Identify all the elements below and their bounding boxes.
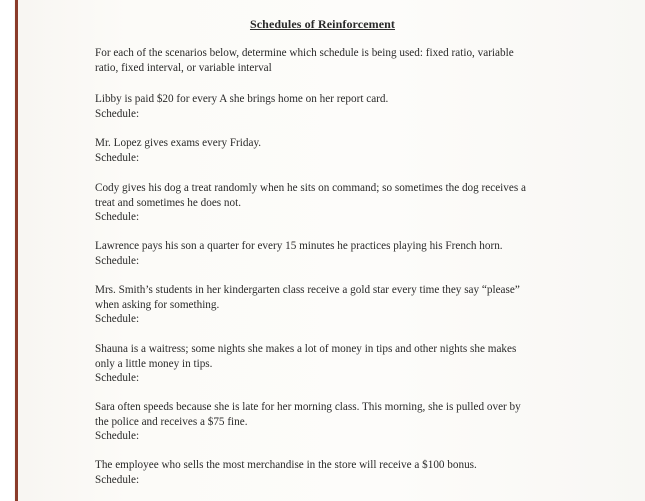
schedule-label: Schedule: [95, 430, 140, 442]
scenario-6 [95, 342, 565, 386]
scenario-text: the police and receives a $75 fine. [95, 415, 248, 428]
scenario-text: Libby is paid $20 for every A she brings home on her report card. [95, 93, 389, 105]
scenario-text: Mr. Lopez gives exams every Friday. [95, 137, 262, 149]
scenario-4 [95, 239, 565, 268]
schedule-label: Schedule: [95, 107, 140, 120]
scenario-2 [95, 136, 565, 165]
schedule-label: Schedule: [95, 313, 140, 325]
scenario-text: when asking for something. [95, 298, 220, 311]
scenario-text: Lawrence pays his son a quarter for every 15 minutes he practices playing his French horn. [95, 240, 503, 252]
schedule-label: Schedule: [95, 254, 140, 267]
instructions [95, 46, 565, 75]
scenario-text: The employee who sells the most merchandise in the store will receive a $100 bonus. [95, 459, 477, 471]
scenario-text: treat and sometimes he does not. [95, 196, 242, 209]
scenario-5 [95, 283, 565, 327]
scenario-8 [95, 458, 565, 487]
instructions-line: ratio, fixed interval, or variable interval [95, 61, 272, 74]
scenario-text: Sara often speeds because she is late for her morning class. This morning, she is pulled over by [95, 401, 521, 413]
schedule-label: Schedule: [95, 473, 140, 486]
page-margin [0, 0, 14, 501]
page-edge-line [15, 0, 18, 501]
scenario-text: Cody gives his dog a treat randomly when he sits on command; so sometimes the dog receives a [95, 182, 526, 194]
scenario-1 [95, 92, 565, 121]
scenario-text: Shauna is a waitress; some nights she makes a lot of money in tips and other nights she makes [95, 343, 517, 355]
schedule-label: Schedule: [95, 372, 140, 384]
instructions-line: For each of the scenarios below, determine which schedule is being used: fixed ratio, variable [95, 47, 514, 59]
scenario-7 [95, 400, 565, 444]
scenario-text: only a little money in tips. [95, 357, 213, 370]
schedule-label: Schedule: [95, 151, 140, 164]
scenario-text: Mrs. Smith’s students in her kindergarten class receive a gold star every time they say “please” [95, 284, 520, 296]
scenario-3 [95, 181, 565, 225]
schedule-label: Schedule: [95, 211, 140, 223]
page-title: Schedules of Reinforcement [249, 17, 396, 31]
